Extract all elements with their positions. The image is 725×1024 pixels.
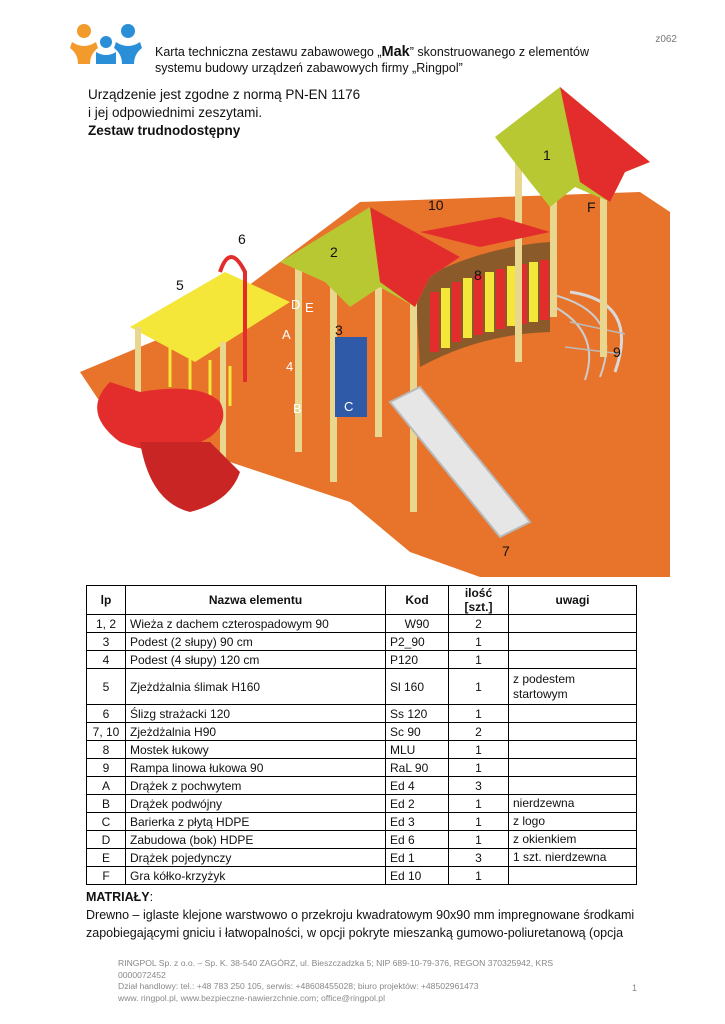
cell-lp: 9: [87, 759, 126, 777]
footer: [118, 958, 598, 1004]
cell-lp: F: [87, 867, 126, 885]
cell-lp: A: [87, 777, 126, 795]
table-row: [87, 651, 637, 669]
elements-table: [86, 585, 637, 885]
table-row: [87, 633, 637, 651]
product-code: z062: [655, 34, 677, 45]
cell-lp: 3: [87, 633, 126, 651]
difficulty-label: Zestaw trudnodostępny: [88, 123, 241, 138]
cell-qty: 1: [449, 831, 509, 849]
col-code: Kod: [386, 586, 449, 615]
col-qty: ilość [szt.]: [449, 586, 509, 615]
col-notes: uwagi: [509, 586, 637, 615]
label-B: B: [293, 401, 302, 416]
label-D: D: [291, 297, 301, 312]
cell-code: Ss 120: [386, 705, 449, 723]
label-9: 9: [613, 344, 621, 360]
title-prefix: Karta techniczna zestawu zabawowego „: [155, 45, 382, 59]
label-C: C: [344, 399, 354, 414]
cell-notes: nierdzewna: [509, 795, 637, 813]
document-title: [155, 44, 625, 76]
table-row: [87, 867, 637, 885]
table-row: [87, 777, 637, 795]
cell-name: Ślizg strażacki 120: [126, 705, 386, 723]
materials-section: [86, 888, 646, 942]
cell-lp: 4: [87, 651, 126, 669]
cell-code: Ed 3: [386, 813, 449, 831]
cell-qty: 1: [449, 813, 509, 831]
table-row: [87, 795, 637, 813]
cell-code: Ed 10: [386, 867, 449, 885]
table-row: [87, 705, 637, 723]
table-row: [87, 849, 637, 867]
cell-notes: z okienkiem: [509, 831, 637, 849]
cell-lp: B: [87, 795, 126, 813]
cell-lp: 6: [87, 705, 126, 723]
cell-notes: [509, 633, 637, 651]
cell-name: Zjeżdżalnia ślimak H160: [126, 669, 386, 705]
table-row: [87, 813, 637, 831]
cell-qty: 1: [449, 633, 509, 651]
cell-qty: 1: [449, 651, 509, 669]
table-row: [87, 669, 637, 705]
cell-notes: z logo: [509, 813, 637, 831]
cell-lp: 1, 2: [87, 615, 126, 633]
materials-heading: MATRIAŁY: [86, 890, 150, 904]
cell-code: Ed 4: [386, 777, 449, 795]
cell-lp: C: [87, 813, 126, 831]
cell-name: Drążek podwójny: [126, 795, 386, 813]
cell-notes: [509, 615, 637, 633]
table-row: [87, 759, 637, 777]
cell-name: Podest (2 słupy) 90 cm: [126, 633, 386, 651]
cell-lp: D: [87, 831, 126, 849]
materials-colon: :: [149, 890, 154, 904]
label-10: 10: [428, 197, 444, 213]
cell-code: Ed 1: [386, 849, 449, 867]
label-A: A: [282, 327, 291, 342]
cell-qty: 2: [449, 615, 509, 633]
col-name: Nazwa elementu: [126, 586, 386, 615]
table-row: [87, 723, 637, 741]
cell-notes: [509, 759, 637, 777]
cell-notes: 1 szt. nierdzewna: [509, 849, 637, 867]
cell-code: P2_90: [386, 633, 449, 651]
cell-lp: 7, 10: [87, 723, 126, 741]
page-number: 1: [631, 983, 637, 993]
cell-name: Gra kółko-krzyżyk: [126, 867, 386, 885]
cell-qty: 1: [449, 669, 509, 705]
footer-web: www. ringpol.pl, www.bezpieczne-nawierzchnie.com; office@ringpol.pl: [118, 992, 385, 1003]
title-quote-close: ”: [409, 45, 414, 59]
cell-notes: [509, 651, 637, 669]
label-1: 1: [543, 147, 551, 163]
cell-name: Drążek pojedynczy: [126, 849, 386, 867]
cell-code: MLU: [386, 741, 449, 759]
cell-qty: 1: [449, 705, 509, 723]
cell-name: Barierka z płytą HDPE: [126, 813, 386, 831]
footer-contact: Dział handlowy: tel.: +48 783 250 105, serwis: +48608455028; biuro projektów: +48502961473: [118, 981, 479, 991]
table-header-row: [87, 586, 637, 615]
playground-illustration: [80, 82, 670, 577]
cell-notes: [509, 741, 637, 759]
cell-qty: 3: [449, 849, 509, 867]
cell-notes: [509, 777, 637, 795]
footer-company: RINGPOL Sp. z o.o. – Sp. K. 38-540 ZAGÓRZ, ul. Bieszczadzka 5; NIP 689-10-79-376, REGON 370325942, KRS 0000072452: [118, 958, 554, 980]
label-3: 3: [335, 322, 343, 338]
cell-notes: [509, 705, 637, 723]
cell-code: W90: [386, 615, 449, 633]
title-rest: skonstruowanego z elementów systemu budowy urządzeń zabawowych firmy „Ringpol”: [155, 45, 590, 75]
set-name: Mak: [381, 44, 410, 60]
norm-line-2: i jej odpowiednimi zeszytami.: [88, 105, 263, 120]
cell-name: Zjeżdżalnia H90: [126, 723, 386, 741]
cell-qty: 1: [449, 795, 509, 813]
label-2: 2: [330, 244, 338, 260]
label-E: E: [305, 300, 314, 315]
cell-qty: 1: [449, 759, 509, 777]
cell-lp: 8: [87, 741, 126, 759]
label-7: 7: [502, 543, 510, 559]
cell-notes: [509, 723, 637, 741]
cell-code: Sc 90: [386, 723, 449, 741]
label-5: 5: [176, 277, 184, 293]
cell-qty: 2: [449, 723, 509, 741]
cell-code: Ed 6: [386, 831, 449, 849]
cell-lp: E: [87, 849, 126, 867]
cell-code: P120: [386, 651, 449, 669]
cell-notes: z podestem startowym: [509, 669, 637, 705]
cell-name: Zabudowa (bok) HDPE: [126, 831, 386, 849]
label-4: 4: [286, 359, 294, 374]
label-F: F: [587, 199, 596, 215]
cell-name: Podest (4 słupy) 120 cm: [126, 651, 386, 669]
cell-code: Ed 2: [386, 795, 449, 813]
cell-lp: 5: [87, 669, 126, 705]
norm-line-1: Urządzenie jest zgodne z normą PN-EN 1176: [88, 87, 361, 102]
cell-name: Rampa linowa łukowa 90: [126, 759, 386, 777]
cell-qty: 1: [449, 741, 509, 759]
ringpol-logo: [70, 22, 142, 66]
cell-qty: 3: [449, 777, 509, 795]
cell-notes: [509, 867, 637, 885]
label-6: 6: [238, 231, 246, 247]
cell-code: RaL 90: [386, 759, 449, 777]
norm-statement: [88, 86, 418, 140]
col-lp: lp: [87, 586, 126, 615]
cell-qty: 1: [449, 867, 509, 885]
table-row: [87, 831, 637, 849]
cell-name: Wieża z dachem czterospadowym 90: [126, 615, 386, 633]
table-row: [87, 615, 637, 633]
label-8: 8: [474, 267, 482, 283]
table-row: [87, 741, 637, 759]
cell-code: Sl 160: [386, 669, 449, 705]
cell-name: Drążek z pochwytem: [126, 777, 386, 795]
materials-text: Drewno – iglaste klejone warstwowo o przekroju kwadratowym 90x90 mm impregnowane środkami zapobiegającymi gniciu i łatwopalności, w opcji pokryte mieszanką gumowo-poliuretanową (opcja: [86, 908, 635, 940]
cell-name: Mostek łukowy: [126, 741, 386, 759]
